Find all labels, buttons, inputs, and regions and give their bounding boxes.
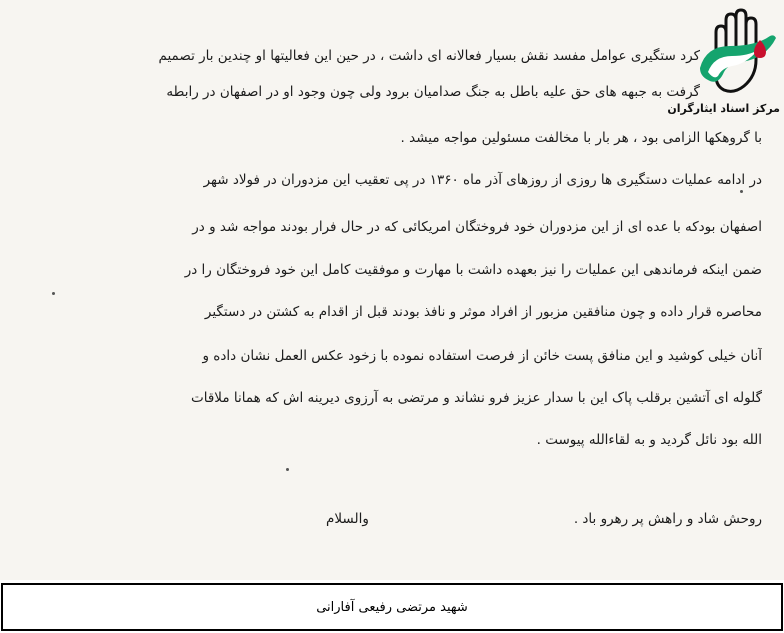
letter-line-5: اصفهان بودکه با عده ای از این مزدوران خود فروختگان امریکائی که در حال فرار بودند مواجه شد و در (192, 219, 762, 235)
scan-speck (740, 190, 743, 193)
letter-line-10: الله بود نائل گردید و به لقاءالله پیوست . (536, 432, 762, 448)
letter-line-4: در ادامه عملیات دستگیری ها روزی از روزهای آذر ماه ۱۳۶۰ در پی تعقیب این مزدوران در فولاد شهر (203, 172, 762, 188)
letter-line-3: با گروهکها الزامی بود ، هر بار با مخالفت مسئولین مواجه میشد . (400, 130, 762, 146)
letter-line-7: محاصره قرار داده و چون منافقین مزبور از افراد موثر و نافذ بودند قبل از اقدام به کشتن در دستگیر (204, 304, 762, 320)
scan-speck (52, 292, 55, 295)
closing-wish: روحش شاد و راهش پر رهرو باد . (573, 511, 762, 527)
caption-box (1, 583, 783, 631)
archive-logo-text: مرکز اسناد ایثارگران (667, 102, 780, 115)
letter-line-9: گلوله ای آتشین برقلب پاک این با سدار عزیز فرو نشاند و مرتضی به آرزوی دیرینه اش که همانا ملاقات (191, 390, 762, 406)
letter-line-2: گرفت به جبهه های حق علیه باطل به جنگ صدامیان برود ولی چون وجود او در اصفهان در رابطه (166, 84, 700, 100)
letter-body (36, 36, 762, 556)
letter-line-8: آنان خیلی کوشید و این منافق پست خائن از فرصت استفاده نموده با زخود عکس العمل نشان داده و (202, 348, 762, 364)
letter-line-1: کرد ستگیری عوامل مفسد نقش بسیار فعالانه ای داشت ، در حین این فعالیتها او چندین بار تصمیم (158, 48, 700, 64)
martyr-name-caption: شهید مرتضی رفیعی آفارانی (316, 599, 468, 615)
scan-speck (286, 468, 289, 471)
closing-greeting: والسلام (326, 511, 369, 527)
letter-line-6: ضمن اینکه فرماندهی این عملیات را نیز بعهده داشت با مهارت و موفقیت کامل این خود فروختگان را در (184, 262, 762, 278)
